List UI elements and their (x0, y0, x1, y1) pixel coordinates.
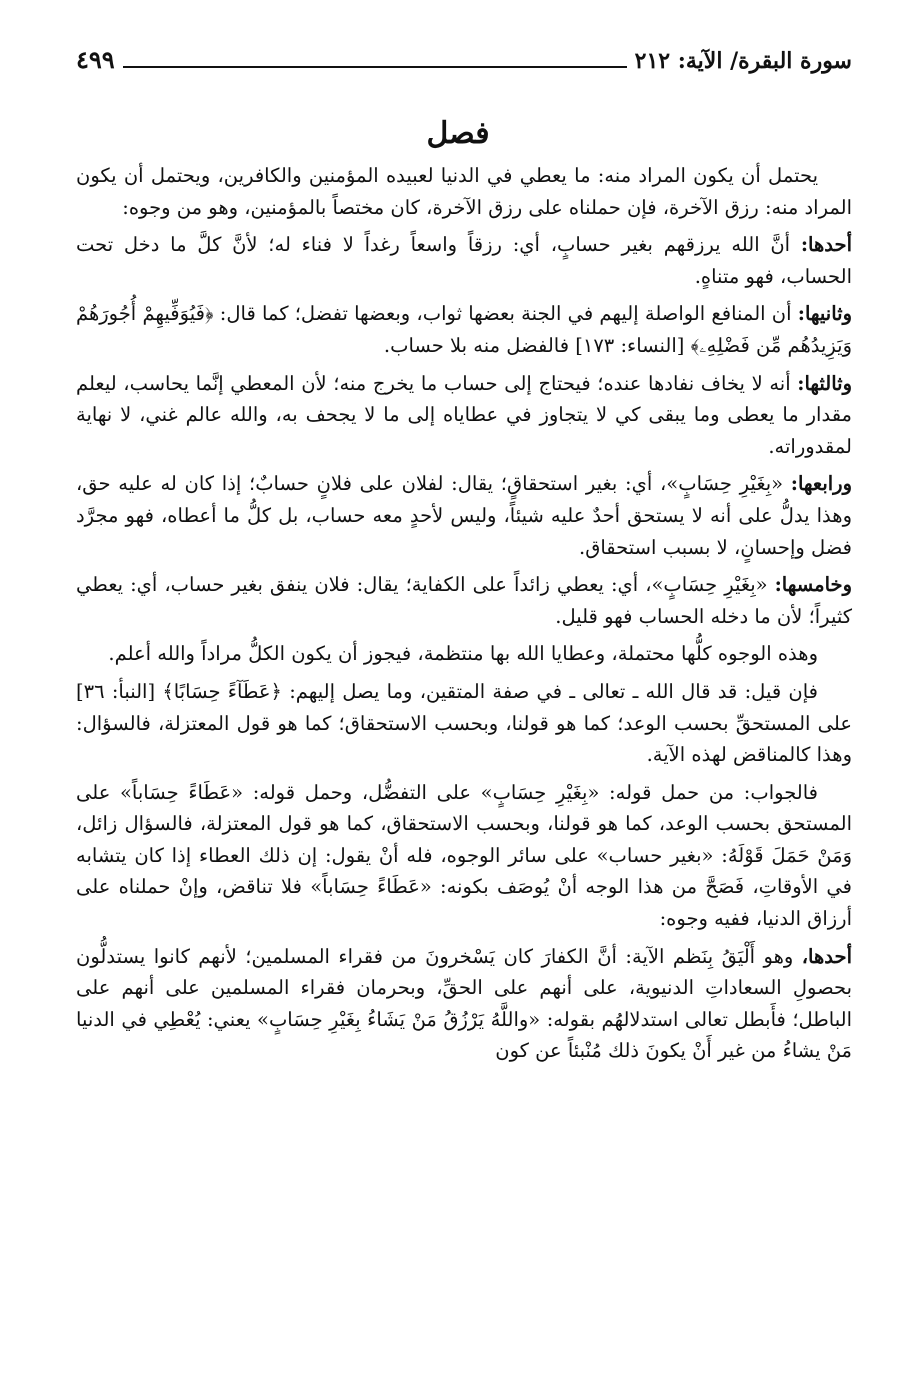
surah-ayah-reference: سورة البقرة/ الآية: ٢١٢ (634, 48, 852, 74)
paragraph-lead: وخامسها: (774, 573, 852, 597)
header-rule (123, 66, 627, 68)
running-header (76, 40, 852, 74)
paragraph-lead: وثانيها: (797, 302, 852, 326)
section-title: فصل (426, 116, 490, 151)
paragraph-text: وهذه الوجوه كلُّها محتملة، وعطايا الله بها منتظمة، فيجوز أن يكون الكلُّ مراداً والله أعلم. (108, 642, 818, 666)
paragraph-lead: وثالثها: (797, 371, 852, 395)
paragraph-lead: أحدها: (800, 233, 852, 257)
paragraph-second-aspect (76, 298, 852, 361)
paragraph-lead: ورابعها: (790, 472, 852, 496)
paragraph-text: أنه لا يخاف نفادها عنده؛ فيحتاج إلى حساب ما يخرج منه؛ لأن المعطي إنَّما يحاسب، ليعلم مقدار ما يعطى وما يبقى كي لا يتجاوز في عطاياه إلى ما لا يجحف به، والله عالم غني، لا نهاية لمقدوراته. (76, 371, 852, 458)
paragraph-text: «بِغَيْرِ حِسَابٍ»، أي: بغير استحقاقٍ؛ يقال: لفلان على فلانٍ حسابٌ؛ إذا كان له عليه حق، وهذا يدلُّ على أنه لا يستحق أحدٌ عليه شيئاً، وليس لأحدٍ معه حساب، بل كلُّ ما أعطاه، فهو مجرَّد فضل وإحسانٍ، لا بسبب استحقاق. (76, 472, 852, 559)
paragraph-worldly-first-aspect (76, 941, 852, 1067)
paragraph-text: فالجواب: من حمل قوله: «بِغَيْرِ حِسَابٍ» على التفضُّل، وحمل قوله: «عَطَاءً حِسَاباً» على المستحق بحسب الوعد، كما هو قولنا، وبحسب الاستحقاق، كما هو قول المعتزلة، فالسؤال زائل، وَمَنْ حَمَلَ قَوْلَهُ: «بغير حساب» على سائر الوجوه، فله أنْ يقول: إن ذلك العطاء إذا كان يتشابه في الأوقاتِ، فَصَحَّ من هذا الوجه أنْ يُوصَف بكونه: «عَطَاءً حِسَاباً» فلا تناقض، وإنْ حملناه على أرزاق الدنيا، ففيه وجوه: (76, 780, 852, 931)
page-number: ٤٩٩ (76, 45, 115, 74)
paragraph-third-aspect (76, 368, 852, 463)
paragraph-answer (76, 777, 852, 935)
paragraph-fifth-aspect (76, 569, 852, 632)
paragraph-summary (76, 638, 852, 670)
paragraph-text: «بِغَيْرِ حِسَابٍ»، أي: يعطي زائداً على الكفاية؛ يقال: فلان ينفق بغير حساب، أي: يعطي كثيراً؛ لأن ما دخله الحساب فهو قليل. (76, 573, 852, 628)
paragraph-text: فإن قيل: قد قال الله ـ تعالى ـ في صفة المتقين، وما يصل إليهم: ﴿عَطَآءً حِسَابًا﴾ [النبأ: ٣٦] على المستحقِّ بحسب الوعد؛ كما هو قولنا، وبحسب الاستحقاق؛ كما هو قول المعتزلة، فالسؤال: وهذا كالمناقض لهذه الآية. (76, 679, 852, 767)
paragraph-intro (76, 160, 852, 223)
paragraph-first-aspect (76, 229, 852, 292)
paragraph-text: يحتمل أن يكون المراد منه: ما يعطي في الدنيا لعبيده المؤمنين والكافرين، ويحتمل أن يكون المراد منه: رزق الآخرة، فإن حملناه على رزق الآخرة، كان مختصاً بالمؤمنين، وهو من وجوه: (76, 164, 852, 219)
paragraph-objection (76, 676, 852, 771)
paragraph-text: أن المنافع الواصلة إليهم في الجنة بعضها ثواب، وبعضها تفضل؛ كما قال: ﴿فَيُوَفِّيهِمْ أُجُورَهُمْ وَيَزِيدُهُم مِّن فَضْلِهِۦ﴾ [النساء: ١٧٣] فالفضل منه بلا حساب. (76, 302, 852, 357)
paragraph-text: أنَّ الله يرزقهم بغير حسابٍ، أي: رزقاً واسعاً رغداً لا فناء له؛ لأنَّ كلَّ ما دخل تحت الحساب، فهو متناهٍ. (76, 233, 852, 288)
paragraph-fourth-aspect (76, 468, 852, 563)
main-text (76, 160, 852, 1073)
paragraph-text: وهو أَلْيَقُ بِنَظم الآية: أنَّ الكفارَ كان يَسْخرونَ من فقراء المسلمين؛ لأنهم كانوا يستدلُّون بحصولِ السعاداتِ الدنيوية، على أنهم على الحقِّ، وبحرمان فقراء المسلمين على أنهم على الباطل؛ فأَبطل تعالى استدلالهُم بقوله: «واللَّهُ يَرْزُقُ مَنْ يَشَاءُ بِغَيْرِ حِسَابٍ» يعني: يُعْطِي في الدنيا مَنْ يشاءُ من غير أَنْ يكونَ ذلك مُنْبئاً عن كون (76, 944, 852, 1063)
paragraph-lead: أحدها، (801, 944, 852, 968)
